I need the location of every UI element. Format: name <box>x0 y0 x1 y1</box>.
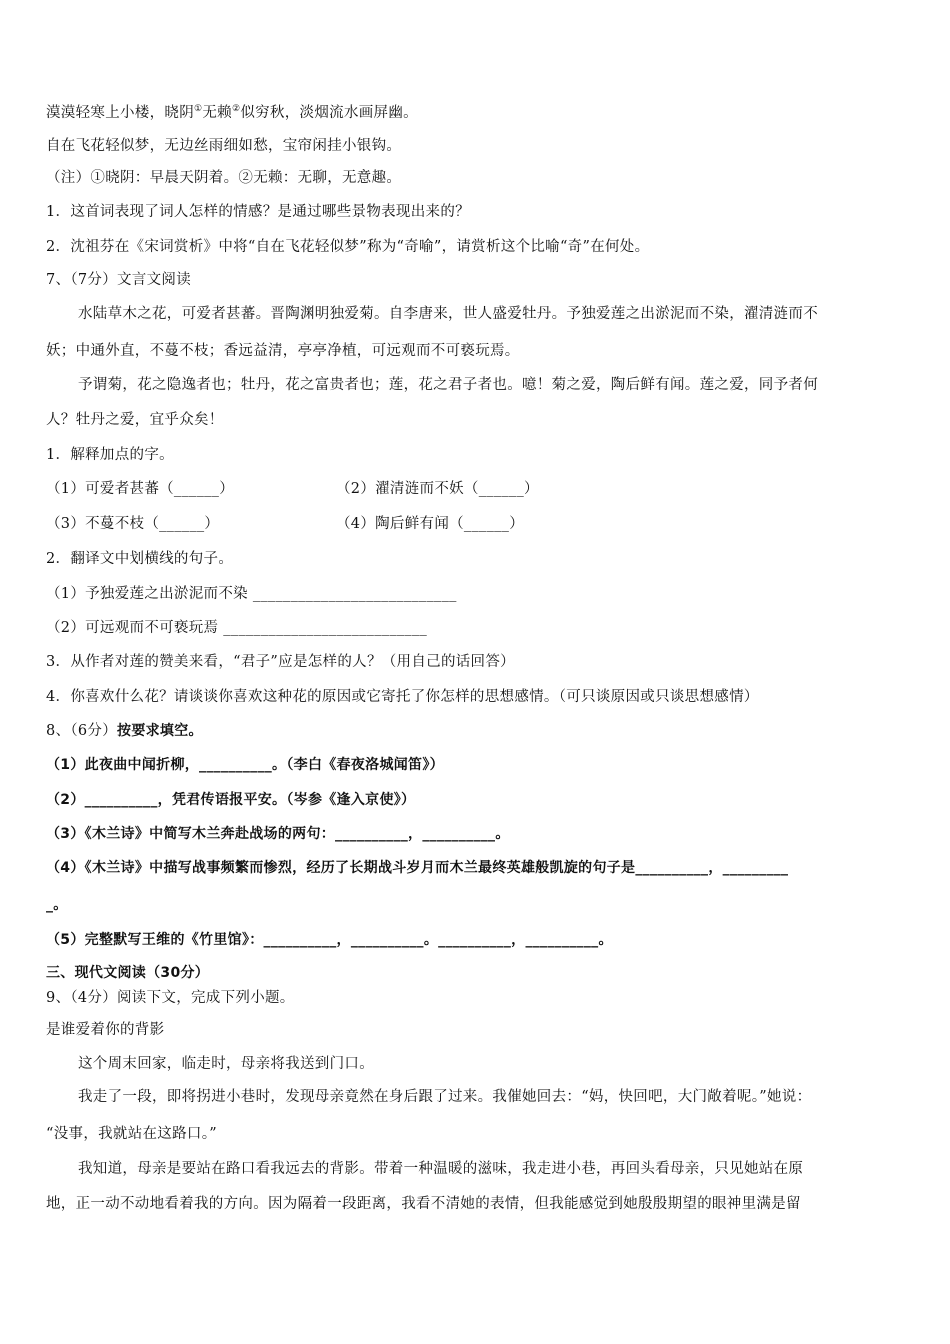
q8-item-4-line-2: _。 <box>46 897 68 913</box>
poem-line-1-part-c: 似穷秋，淡烟流水画屏幽。 <box>240 105 418 121</box>
q7-sub3: 3．从作者对莲的赞美来看，“君子”应是怎样的人？（用自己的话回答） <box>46 654 515 670</box>
q8-heading-number: 8、（6分） <box>46 723 118 739</box>
footnote-mark-2: ② <box>231 104 241 115</box>
poem-line-2: 自在飞花轻似梦，无边丝雨细如愁，宝帘闲挂小银钩。 <box>46 138 402 154</box>
q7-sub4: 4．你喜欢什么花？请谈谈你喜欢这种花的原因或它寄托了你怎样的思想感情。（可只谈原因或只谈思想感情） <box>46 689 759 705</box>
q8-item-3: （3）《木兰诗》中简写木兰奔赴战场的两句：__________，__________。 <box>46 826 510 842</box>
q7-passage-p2-l2: 人？牡丹之爱，宜乎众矣！ <box>46 412 224 428</box>
q8-item-1: （1）此夜曲中闻折柳，__________。（李白《春夜洛城闻笛》） <box>46 757 444 773</box>
q7-sub1-row1 <box>46 479 906 499</box>
q7-sub1-c: （3）不蔓不枝（______） <box>46 516 220 532</box>
q8-item-5: （5）完整默写王维的《竹里馆》：__________，__________。__________，__________。 <box>46 932 613 948</box>
poem-question-2: 2．沈祖芬在《宋词赏析》中将“自在飞花轻似梦”称为“奇喻”，请赏析这个比喻“奇”在何处。 <box>46 239 650 255</box>
article-p3-l1: 我知道，母亲是要站在路口看我远去的背影。带着一种温暖的滋味，我走进小巷，再回头看母亲，只见她站在原 <box>78 1161 804 1177</box>
poem-question-1: 1．这首词表现了词人怎样的情感？是通过哪些景物表现出来的？ <box>46 204 470 220</box>
q7-sub1: 1．解释加点的字。 <box>46 447 174 463</box>
q7-passage-p1-l2: 妖；中通外直，不蔓不枝；香远益清，亭亭净植，可远观而不可亵玩焉。 <box>46 343 520 359</box>
q7-passage-p2-l1: 予谓菊，花之隐逸者也；牡丹，花之富贵者也；莲，花之君子者也。噫！菊之爱，陶后鲜有闻。莲之爱，同予者何 <box>78 377 818 393</box>
q8-item-2: （2）__________，凭君传语报平安。（岑参《逢入京使》） <box>46 792 416 808</box>
q8-heading <box>46 721 906 741</box>
q7-heading: 7、（7分）文言文阅读 <box>46 272 191 288</box>
q7-sub1-a: （1）可爱者甚蕃（______） <box>46 481 235 497</box>
q7-sub2-a: （1）予独爱莲之出淤泥而不染 ___________________________ <box>46 586 457 602</box>
poem-line-1 <box>46 103 906 123</box>
poem-line-1-part-a: 漠漠轻寒上小楼，晓阴 <box>46 105 194 121</box>
footnote-mark-1: ① <box>194 104 203 115</box>
q7-passage-p1-l1: 水陆草木之花，可爱者甚蕃。晋陶渊明独爱菊。自李唐来，世人盛爱牡丹。予独爱莲之出淤泥而不染，濯清涟而不 <box>78 306 818 322</box>
q8-heading-instruction: 按要求填空。 <box>117 723 203 739</box>
q9-heading: 9、（4分）阅读下文，完成下列小题。 <box>46 990 295 1006</box>
q7-sub1-row2 <box>46 514 906 534</box>
q8-item-4-line-1: （4）《木兰诗》中描写战事频繁而惨烈，经历了长期战斗岁月而木兰最终英雄般凯旋的句子是__________，_________ <box>46 860 789 876</box>
q7-sub2-b: （2）可远观而不可亵玩焉 ___________________________ <box>46 620 428 636</box>
q7-sub1-d: （4）陶后鲜有闻（______） <box>336 516 525 532</box>
article-p2-l2: “没事，我就站在这路口。” <box>46 1126 217 1142</box>
q7-sub1-b: （2）濯清涟而不妖（______） <box>336 481 539 497</box>
poem-note: （注）①晓阴：早晨天阴着。②无赖：无聊，无意趣。 <box>46 170 402 186</box>
article-p1: 这个周末回家，临走时，母亲将我送到门口。 <box>78 1056 374 1072</box>
article-p3-l2: 地，正一动不动地看着我的方向。因为隔着一段距离，我看不清她的表情，但我能感觉到她殷殷期望的眼神里满是留 <box>46 1196 801 1212</box>
article-title: 是谁爱着你的背影 <box>46 1022 165 1038</box>
article-p2-l1: 我走了一段，即将拐进小巷时，发现母亲竟然在身后跟了过来。我催她回去：“妈，快回吧，大门敞着呢。”她说： <box>78 1089 812 1105</box>
poem-line-1-part-b: 无赖 <box>202 105 232 121</box>
section-3-title: 三、现代文阅读（30分） <box>46 965 210 981</box>
q7-sub2: 2．翻译文中划横线的句子。 <box>46 551 234 567</box>
